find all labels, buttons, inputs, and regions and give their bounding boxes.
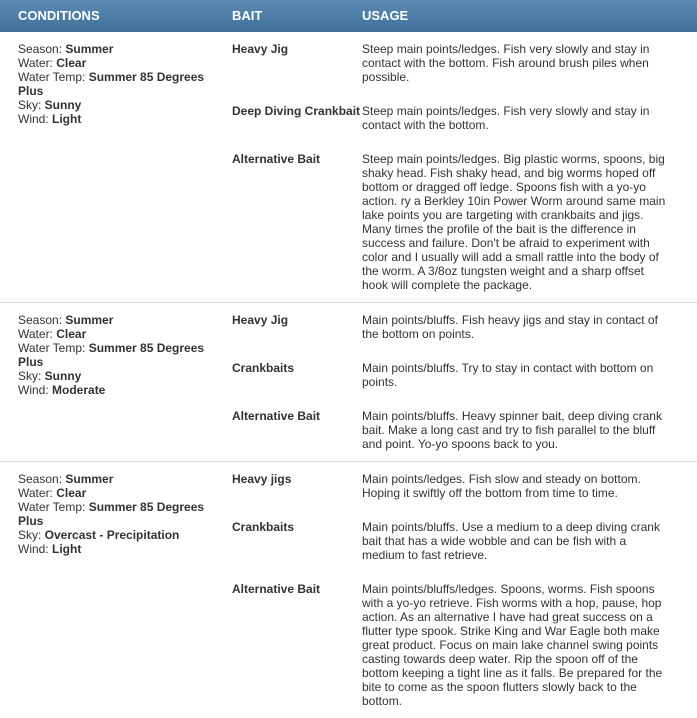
season-value: Summer xyxy=(65,42,113,56)
season-value: Summer xyxy=(65,472,113,486)
bait-cell: Crankbaits xyxy=(232,520,362,582)
season-line xyxy=(18,472,232,486)
temp-line xyxy=(18,70,232,98)
conditions-cell xyxy=(0,303,232,462)
conditions-header: CONDITIONS xyxy=(18,8,100,23)
temp-label: Water Temp: xyxy=(18,500,89,514)
water-value: Clear xyxy=(56,327,86,341)
water-line xyxy=(18,327,232,341)
sky-line xyxy=(18,369,232,383)
water-line xyxy=(18,56,232,70)
sky-label: Sky: xyxy=(18,98,45,112)
table-header xyxy=(0,0,697,32)
sky-line xyxy=(18,528,232,542)
usage-cell: Steep main points/ledges. Big plastic worms, spoons, big shaky head. Fish shaky head, and big worms hoped off bottom or dragged off ledge. Spoons fish with a yo-yo action. ry a Berkley 10in Power Worm around same main lake points you are targeting with crankbaits and jigs. Many times the profile of the bait is the difference in success and failure. Don't be afraid to experiment with color and I usually will add a small rattle into the body of the worm. A 3/8oz tungsten weight and a sharp offset hook will complete the package. xyxy=(362,152,697,303)
usage-cell: Main points/bluffs. Fish heavy jigs and stay in contact of the bottom on points. xyxy=(362,303,697,362)
usage-cell: Main points/bluffs. Try to stay in contact with bottom on points. xyxy=(362,361,697,409)
usage-cell: Main points/bluffs. Use a medium to a deep diving crank bait that has a wide wobble and can be fish with a medium to fast retrieve. xyxy=(362,520,697,582)
bait-cell: Deep Diving Crankbait xyxy=(232,104,362,152)
bait-cell: Heavy jigs xyxy=(232,462,362,521)
temp-line xyxy=(18,500,232,528)
wind-label: Wind: xyxy=(18,112,52,126)
water-label: Water: xyxy=(18,327,56,341)
usage-cell: Steep main points/ledges. Fish very slowly and stay in contact with the bottom. Fish around brush piles when possible. xyxy=(362,32,697,104)
wind-line xyxy=(18,383,232,397)
usage-cell: Main points/bluffs. Heavy spinner bait, deep diving crank bait. Make a long cast and try to fish parallel to the bluff and point. Yo-yo spoons back to you. xyxy=(362,409,697,462)
table-row xyxy=(0,303,697,362)
season-value: Summer xyxy=(65,313,113,327)
sky-value: Overcast - Precipitation xyxy=(45,528,180,542)
water-label: Water: xyxy=(18,56,56,70)
season-label: Season: xyxy=(18,42,65,56)
temp-value: Summer 85 Degrees Plus xyxy=(18,341,204,369)
water-value: Clear xyxy=(56,56,86,70)
bait-cell: Crankbaits xyxy=(232,361,362,409)
bait-header: BAIT xyxy=(232,8,262,23)
season-line xyxy=(18,42,232,56)
temp-value: Summer 85 Degrees Plus xyxy=(18,70,204,98)
usage-cell: Main points/bluffs/ledges. Spoons, worms. Fish spoons with a yo-yo retrieve. Fish worms with a hop, pause, hop action. As an alternative I have had great success on a flutter type spook. Strike King and War Eagle both make great product. Focus on main lake channel swing points casting towards deep water. Rip the spoon off of the bottom keeping a tight line as it falls. Be prepared for the bite to come as the spoon flutters slowly back to the bottom. xyxy=(362,582,697,718)
wind-label: Wind: xyxy=(18,542,52,556)
season-label: Season: xyxy=(18,472,65,486)
bait-cell: Heavy Jig xyxy=(232,32,362,104)
temp-label: Water Temp: xyxy=(18,70,89,84)
temp-line xyxy=(18,341,232,369)
usage-cell: Steep main points/ledges. Fish very slowly and stay in contact with the bottom. xyxy=(362,104,697,152)
wind-line xyxy=(18,112,232,126)
wind-label: Wind: xyxy=(18,383,52,397)
sky-value: Sunny xyxy=(45,98,82,112)
sky-line xyxy=(18,98,232,112)
wind-value: Light xyxy=(52,112,81,126)
season-line xyxy=(18,313,232,327)
temp-label: Water Temp: xyxy=(18,341,89,355)
bait-cell: Alternative Bait xyxy=(232,582,362,718)
bait-cell: Alternative Bait xyxy=(232,409,362,462)
bait-cell: Heavy Jig xyxy=(232,303,362,362)
water-label: Water: xyxy=(18,486,56,500)
bait-cell: Alternative Bait xyxy=(232,152,362,303)
sky-label: Sky: xyxy=(18,369,45,383)
table-row xyxy=(0,462,697,521)
wind-value: Light xyxy=(52,542,81,556)
water-line xyxy=(18,486,232,500)
water-value: Clear xyxy=(56,486,86,500)
usage-cell: Main points/ledges. Fish slow and steady on bottom. Hoping it swiftly off the bottom from time to time. xyxy=(362,462,697,521)
conditions-cell xyxy=(0,32,232,303)
usage-header: USAGE xyxy=(362,8,408,23)
conditions-cell xyxy=(0,462,232,718)
season-label: Season: xyxy=(18,313,65,327)
wind-line xyxy=(18,542,232,556)
sky-label: Sky: xyxy=(18,528,45,542)
sky-value: Sunny xyxy=(45,369,82,383)
wind-value: Moderate xyxy=(52,383,105,397)
fishing-conditions-table xyxy=(0,32,697,718)
temp-value: Summer 85 Degrees Plus xyxy=(18,500,204,528)
table-row xyxy=(0,32,697,104)
